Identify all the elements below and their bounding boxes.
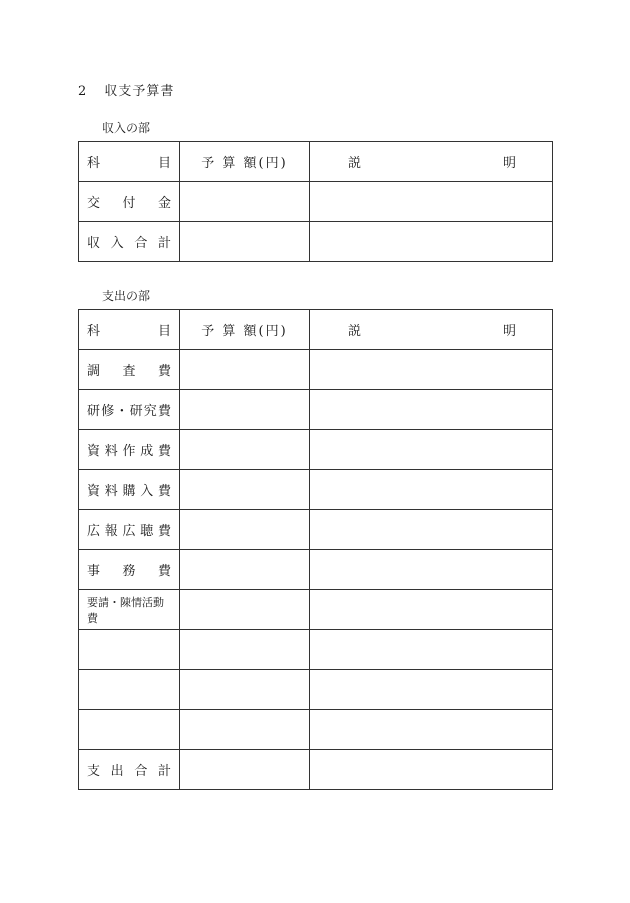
row-item-char: 成 xyxy=(140,444,154,459)
row-item-char: 費 xyxy=(157,444,171,459)
row-amount-cell[interactable] xyxy=(180,390,310,430)
row-item-char: 費 xyxy=(157,364,171,379)
row-item-char: 入 xyxy=(110,236,124,251)
row-amount-cell[interactable] xyxy=(180,350,310,390)
row-item-char: 資 xyxy=(87,444,101,459)
row-amount-cell[interactable] xyxy=(180,750,310,790)
row-item-char: 費 xyxy=(157,524,171,539)
row-item-char: 広 xyxy=(122,524,136,539)
row-description-cell[interactable] xyxy=(310,630,553,670)
table-row xyxy=(79,350,553,390)
header-description-char: 明 xyxy=(502,156,516,171)
row-item-cell xyxy=(79,550,180,590)
table-row xyxy=(79,390,553,430)
row-item-char: 査 xyxy=(122,364,136,379)
row-item-cell xyxy=(79,710,180,750)
row-amount-cell[interactable] xyxy=(180,430,310,470)
header-description-char: 明 xyxy=(502,324,516,339)
row-description-cell[interactable] xyxy=(310,390,553,430)
row-item-char: 合 xyxy=(134,764,148,779)
row-item-char: 金 xyxy=(157,196,171,211)
row-item-char: 計 xyxy=(157,764,171,779)
row-item-char: 計 xyxy=(157,236,171,251)
row-item-char: 務 xyxy=(122,564,136,579)
expense-table xyxy=(78,309,553,790)
row-amount-cell[interactable] xyxy=(180,222,310,262)
table-row xyxy=(79,470,553,510)
table-row xyxy=(79,182,553,222)
row-item-char: 出 xyxy=(110,764,124,779)
row-item-cell xyxy=(79,630,180,670)
section-number: 2 xyxy=(78,84,88,99)
table-row xyxy=(79,630,553,670)
income-table xyxy=(78,141,553,262)
header-description-char: 説 xyxy=(348,156,362,171)
row-item-char: 費 xyxy=(157,564,171,579)
row-item-char: 付 xyxy=(122,196,136,211)
row-amount-cell[interactable] xyxy=(180,550,310,590)
header-amount: 予 算 額(円) xyxy=(180,310,310,350)
table-row xyxy=(79,750,553,790)
row-item-char: 合 xyxy=(134,236,148,251)
row-amount-cell[interactable] xyxy=(180,510,310,550)
row-item-char: 支 xyxy=(87,764,101,779)
row-description-cell[interactable] xyxy=(310,182,553,222)
row-item-char: 料 xyxy=(104,484,118,499)
row-item-char: 資 xyxy=(87,484,101,499)
row-amount-cell[interactable] xyxy=(180,470,310,510)
row-item-char: 研 xyxy=(129,404,143,419)
row-description-cell[interactable] xyxy=(310,222,553,262)
header-description xyxy=(310,310,553,350)
row-item-char: 広 xyxy=(87,524,101,539)
row-amount-cell[interactable] xyxy=(180,710,310,750)
row-item-char: 購 xyxy=(122,484,136,499)
row-item-cell xyxy=(79,510,180,550)
row-amount-cell[interactable] xyxy=(180,182,310,222)
row-description-cell[interactable] xyxy=(310,670,553,710)
row-item-char: 修 xyxy=(101,404,115,419)
row-item-char: 費 xyxy=(157,404,171,419)
row-item-cell xyxy=(79,590,180,630)
expense-section-label: 支出の部 xyxy=(102,289,151,303)
table-row xyxy=(79,510,553,550)
row-description-cell[interactable] xyxy=(310,590,553,630)
row-item-char: 調 xyxy=(87,364,101,379)
row-item-cell xyxy=(79,470,180,510)
header-item-char: 目 xyxy=(157,324,171,339)
table-row xyxy=(79,670,553,710)
row-description-cell[interactable] xyxy=(310,550,553,590)
header-row xyxy=(79,310,553,350)
table-row xyxy=(79,710,553,750)
row-amount-cell[interactable] xyxy=(180,670,310,710)
row-item-char: 費 xyxy=(157,484,171,499)
row-item-char: 聴 xyxy=(140,524,154,539)
table-row xyxy=(79,430,553,470)
row-item-cell xyxy=(79,222,180,262)
header-description-char: 説 xyxy=(348,324,362,339)
header-item-char: 科 xyxy=(87,156,101,171)
row-description-cell[interactable] xyxy=(310,710,553,750)
row-item-cell xyxy=(79,350,180,390)
row-item-char: 報 xyxy=(104,524,118,539)
header-item xyxy=(79,142,180,182)
row-amount-cell[interactable] xyxy=(180,630,310,670)
header-description xyxy=(310,142,553,182)
row-item-char: ・ xyxy=(115,404,129,419)
row-item-char: 収 xyxy=(87,236,101,251)
row-description-cell[interactable] xyxy=(310,750,553,790)
row-item-label: 要請・陳情活動費 xyxy=(87,595,164,625)
header-item-char: 目 xyxy=(157,156,171,171)
table-row xyxy=(79,550,553,590)
header-row xyxy=(79,142,553,182)
income-section-label: 収入の部 xyxy=(102,121,151,135)
section-title: 収支予算書 xyxy=(104,84,175,99)
row-description-cell[interactable] xyxy=(310,510,553,550)
row-item-cell xyxy=(79,182,180,222)
row-item-char: 究 xyxy=(143,404,157,419)
row-item-char: 入 xyxy=(140,484,154,499)
section-heading xyxy=(78,80,174,99)
row-description-cell[interactable] xyxy=(310,470,553,510)
row-item-char: 料 xyxy=(104,444,118,459)
row-item-char: 交 xyxy=(87,196,101,211)
row-item-cell xyxy=(79,750,180,790)
header-item-char: 科 xyxy=(87,324,101,339)
row-amount-cell[interactable] xyxy=(180,590,310,630)
row-item-char: 作 xyxy=(122,444,136,459)
header-item xyxy=(79,310,180,350)
row-item-char: 研 xyxy=(87,404,101,419)
row-item-cell xyxy=(79,390,180,430)
table-row xyxy=(79,222,553,262)
row-item-char: 事 xyxy=(87,564,101,579)
row-description-cell[interactable] xyxy=(310,430,553,470)
row-description-cell[interactable] xyxy=(310,350,553,390)
row-item-cell xyxy=(79,430,180,470)
header-amount: 予 算 額(円) xyxy=(180,142,310,182)
row-item-cell xyxy=(79,670,180,710)
table-row xyxy=(79,590,553,630)
